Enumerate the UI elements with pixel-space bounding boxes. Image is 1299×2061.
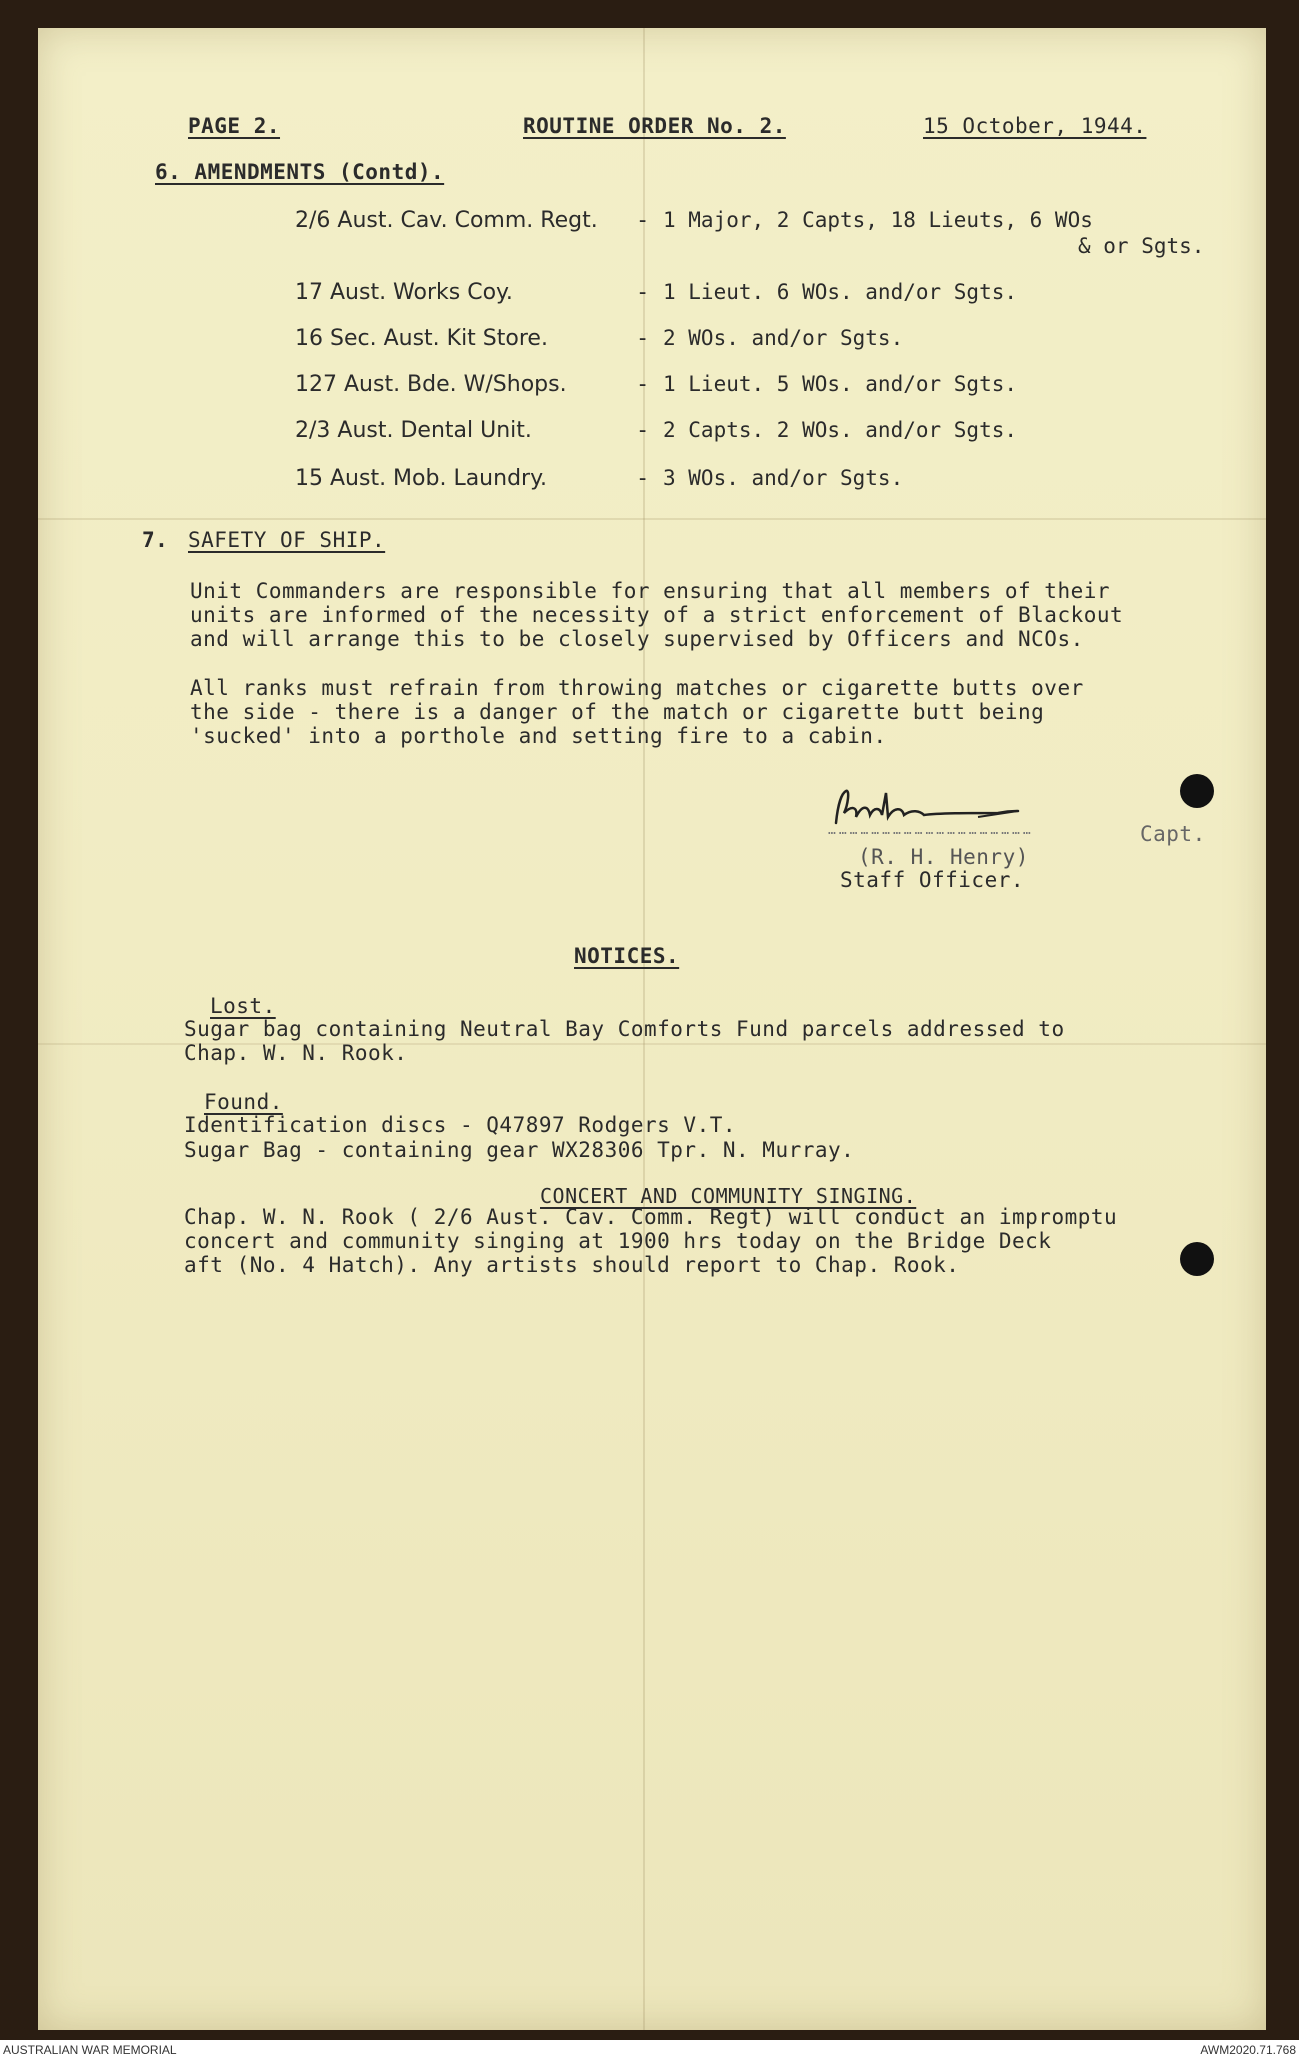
paragraph-line: All ranks must refrain from throwing matches or cigarette butts over: [190, 676, 1084, 700]
section-7-number: 7.: [142, 528, 169, 552]
amendment-dash: -: [636, 466, 650, 491]
notices-heading: NOTICES.: [574, 944, 680, 968]
paragraph-line: Sugar Bag - containing gear WX28306 Tpr. N. Murray.: [184, 1138, 855, 1162]
paragraph-line: Sugar bag containing Neutral Bay Comforts Fund parcels addressed to: [184, 1017, 1065, 1041]
paragraph-line: Chap. W. N. Rook.: [184, 1041, 408, 1065]
amendment-value: 2 Capts. 2 WOs. and/or Sgts.: [663, 418, 1018, 442]
found-heading: Found.: [204, 1090, 283, 1114]
paragraph-line: 'sucked' into a porthole and setting fire to a cabin.: [190, 724, 887, 748]
concert-heading: CONCERT AND COMMUNITY SINGING.: [540, 1184, 917, 1208]
amendment-row: [38, 372, 1266, 402]
section-6-heading-text: 6. AMENDMENTS (Contd).: [155, 160, 445, 184]
paragraph-line: concert and community singing at 1900 hrs today on the Bridge Deck: [184, 1229, 1052, 1253]
amendment-row: [38, 326, 1266, 356]
footer-institution: AUSTRALIAN WAR MEMORIAL: [3, 2043, 177, 2057]
amendment-dash: -: [636, 418, 650, 443]
paragraph-line: Identification discs - Q47897 Rodgers V.T.: [184, 1113, 737, 1137]
amendment-value: 1 Major, 2 Capts, 18 Lieuts, 6 WOs: [663, 208, 1093, 232]
fold-line-horizontal: [38, 518, 1266, 520]
punch-hole: [1180, 774, 1214, 808]
amendment-unit: 127 Aust. Bde. W/Shops.: [295, 372, 567, 397]
paragraph-line: and will arrange this to be closely supervised by Officers and NCOs.: [190, 627, 1084, 651]
document-page: [38, 28, 1266, 2030]
document-date: 15 October, 1944.: [923, 114, 1147, 138]
amendment-unit: 16 Sec. Aust. Kit Store.: [295, 326, 548, 351]
page-number: PAGE 2.: [188, 114, 281, 138]
amendment-row: [38, 418, 1266, 448]
amendment-row: [38, 280, 1266, 310]
amendment-row: [38, 208, 1266, 258]
paragraph-line: the side - there is a danger of the match or cigarette butt being: [190, 700, 1045, 724]
punch-hole: [1180, 1242, 1214, 1276]
footer-accession-number: AWM2020.71.768: [1200, 2043, 1296, 2057]
paragraph-line: Unit Commanders are responsible for ensuring that all members of their: [190, 579, 1111, 603]
amendment-unit: 15 Aust. Mob. Laundry.: [295, 466, 547, 491]
amendment-dash: -: [636, 208, 650, 233]
paragraph-line: Chap. W. N. Rook ( 2/6 Aust. Cav. Comm. Regt) will conduct an impromptu: [184, 1205, 1118, 1229]
section-7-heading: SAFETY OF SHIP.: [188, 528, 386, 552]
signature-dotted-line: …………………………………………………: [828, 823, 1034, 838]
paragraph-line: aft (No. 4 Hatch). Any artists should report to Chap. Rook.: [184, 1253, 960, 1277]
amendment-value: 3 WOs. and/or Sgts.: [663, 466, 904, 490]
section-6-heading: [155, 160, 444, 184]
paragraph-line: units are informed of the necessity of a strict enforcement of Blackout: [190, 603, 1124, 627]
document-title: ROUTINE ORDER No. 2.: [523, 114, 786, 138]
amendment-unit: 2/3 Aust. Dental Unit.: [295, 418, 532, 443]
amendment-value-cont: & or Sgts.: [1078, 234, 1205, 258]
amendment-dash: -: [636, 280, 650, 305]
amendment-dash: -: [636, 326, 650, 351]
lost-heading: Lost.: [210, 994, 276, 1018]
amendment-value: 1 Lieut. 6 WOs. and/or Sgts.: [663, 280, 1018, 304]
amendment-unit: 2/6 Aust. Cav. Comm. Regt.: [295, 208, 598, 233]
signature-name: (R. H. Henry): [858, 845, 1029, 869]
amendment-value: 2 WOs. and/or Sgts.: [663, 326, 904, 350]
amendment-dash: -: [636, 372, 650, 397]
amendment-unit: 17 Aust. Works Coy.: [295, 280, 513, 305]
amendment-value: 1 Lieut. 5 WOs. and/or Sgts.: [663, 372, 1018, 396]
signature-rank: Capt.: [1140, 822, 1206, 846]
signature-title: Staff Officer.: [840, 868, 1025, 892]
amendment-row: [38, 466, 1266, 496]
